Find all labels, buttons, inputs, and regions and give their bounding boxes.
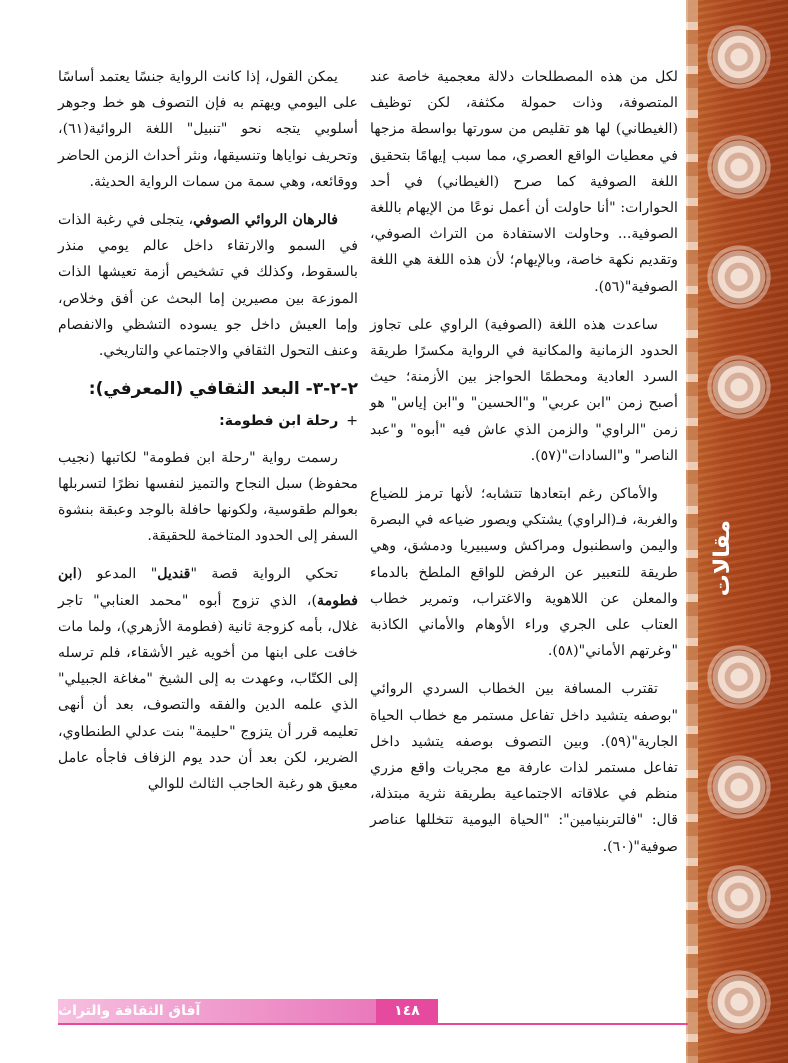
bold-name: ابن فطومة xyxy=(58,566,358,609)
rosette-ornament xyxy=(702,965,776,1039)
bold-name: قنديل xyxy=(157,566,191,583)
paragraph: والأماكن رغم ابتعادها تتشابه؛ لأنها ترمز للضياع والغربة، فـ(الراوي) يشتكي ويصور ضياعه في البصرة واليمن واسطنبول ومراكش وسيبيريا ودمشق، وهي طريقة للتعبير عن الرفض للواقع الملطخ بالدماء والمعلن عن اللاهوية والاغتراب، وتمرير خطاب العتاب على الجري وراء الأوهام والأماني الكاذبة "وغرتهم الأماني"(٥٨). xyxy=(370,486,678,660)
paragraph: لكل من هذه المصطلحات دلالة معجمية خاصة عند المتصوفة، وذات حمولة مكثفة، لكن توظيف (الغيطاني) لها هو تقليص من سورتها بواسطة مزجها في معطيات الواقع العصري، مما سبب إيهامًا بتحقيق اللغة الصوفية كما صرح (الغيطاني) في أحد الحوارات: "أنا حاولت أن أعمل نوعًا من الإيهام باللغة الصوفية... وحاولت الاستفادة من التراث الصوفي، وتقديم نكهة خاصة، وبالإيهام؛ لأن هذه اللغة هي اللغة الصوفية"(٥٦). xyxy=(370,69,678,295)
paragraph xyxy=(58,207,358,364)
paragraph-text: تحكي الرواية قصة " xyxy=(190,566,338,583)
rosette-ornament xyxy=(702,240,776,314)
right-text-column xyxy=(370,64,678,872)
rosette-ornament xyxy=(702,860,776,934)
subsection-heading xyxy=(58,408,358,434)
rosette-ornament xyxy=(702,750,776,824)
left-text-column xyxy=(58,64,358,809)
paragraph-text: )، الذي تزوج أبوه "محمد العنابي" تاجر غلال، بأمه كزوجة ثانية (فطومة الأزهري)، ولما مات خافت على ابنها من أخويه غير الأشقاء، فلم ترسله إلى الكتّاب، وعهدت به إلى الشيخ "مغاغة الجبيلي" الذي علمه الدين والفقه والتصوف، بعد أن أنهى تعليمه قرر أن يتزوج "حليمة" بنت عدلي الطنطاوي، الضرير، لكن بعد أن حدد يوم الزفاف فاجأه عامل معيق هو رغبة الحاجب الثالث للوالي xyxy=(58,592,358,793)
bold-phrase: فالرهان الروائي الصوفي xyxy=(193,212,338,229)
subsection-title: رحلة ابن فطومة: xyxy=(219,413,339,430)
paragraph: رسمت رواية "رحلة ابن فطومة" لكاتبها (نجيب محفوظ) سبل النجاح والتميز لنفسها نظرًا لتسربلها بعوالم طقوسية، ولكونها حافلة بالوجد وعبقة بنشوة السفر إلى الحدود المتاخمة للحقيقة. xyxy=(58,449,358,545)
rosette-ornament xyxy=(702,130,776,204)
rosette-ornament xyxy=(702,350,776,424)
magazine-title: آفاق الثقافة والتراث xyxy=(58,999,376,1023)
page-footer xyxy=(58,999,438,1023)
paragraph-text: " المدعو ( xyxy=(76,566,158,583)
page-number: ١٤٨ xyxy=(376,999,438,1023)
rosette-ornament xyxy=(702,20,776,94)
section-heading: ٢-٢-٣- البعد الثقافي (المعرفي): xyxy=(88,379,358,400)
paragraph xyxy=(58,561,358,797)
section-label: مقالات xyxy=(710,520,735,597)
decorative-side-band xyxy=(688,0,788,1063)
paragraph: تقترب المسافة بين الخطاب السردي الروائي "بوصفه يتشيد داخل تفاعل مستمر مع خطاب الحياة الجارية"(٥٩). وبين التصوف بوصفه يتشيد داخل تفاعل مستمر لذات عارفة مع مجريات واقع مزري منظم في علاقاته الاجتماعية بطريقة نثرية مبتذلة، قال: "فالتربنيامين": "الحياة اليومية تتخللها عناصر صوفية"(٦٠). xyxy=(370,681,678,855)
footer-rule xyxy=(58,1023,688,1025)
band-edge-ornament xyxy=(686,0,698,1063)
paragraph: ساعدت هذه اللغة (الصوفية) الراوي على تجاوز الحدود الزمانية والمكانية في الرواية مكسرًا طريقة السرد العادية ومحطمًا الحواجز بين الأزمنة؛ حيث أصبح زمن "ابن عربي" و"الحسين" و"ابن إياس" هو زمن "الراوي" والزمن الذي عاش فيه "أبوه" و"عبد الناصر" و"السادات"(٥٧). xyxy=(370,316,678,464)
paragraph-text: ، يتجلى في رغبة الذات في السمو والارتقاء داخل عالم يومي منذر بالسقوط، وكذلك في تشخيص أزمة تعيشها الذات الموزعة بين مصيرين إما البحث عن أفق وخلاص، وإما العيش داخل جو يسوده التشظي والانفصام وعنف التحول الثقافي والاجتماعي والتاريخي. xyxy=(58,212,358,360)
bullet-mark: + xyxy=(346,413,358,430)
rosette-ornament xyxy=(702,640,776,714)
paragraph: يمكن القول، إذا كانت الرواية جنسًا يعتمد أساسًا على اليومي ويهتم به فإن التصوف هو خط وجوهر أسلوبي يتجه نحو "تنبيل" اللغة الروائية(٦١)، وتحريف نواياها وتنسيقها، ونثر أحداث الزمن الحاضر ووقائعه، وهي سمة من سمات الرواية الحديثة. xyxy=(58,69,358,190)
